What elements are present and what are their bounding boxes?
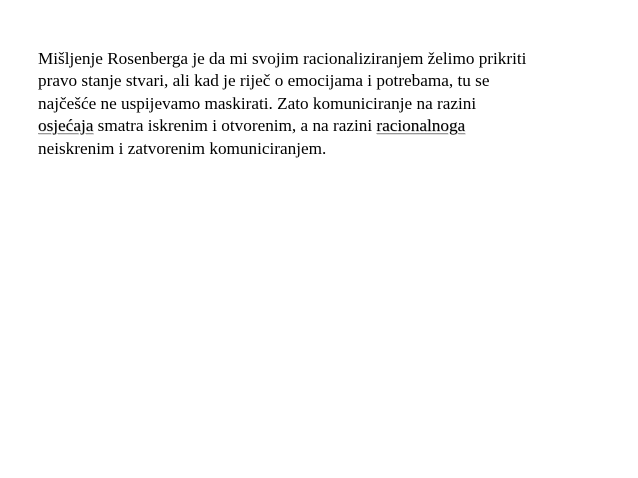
paragraph-line-2: pravo stanje stvari, ali kad je riječ o emocijama i potrebama, tu se <box>38 71 490 91</box>
body-paragraph <box>38 48 608 160</box>
paragraph-line-1: Mišljenje Rosenberga je da mi svojim racionaliziranjem želimo prikriti <box>38 49 527 68</box>
paragraph-line-3: najčešće ne uspijevamo maskirati. Zato komuniciranje na razini <box>38 93 477 113</box>
paragraph-line-5: neiskrenim i zatvorenim komuniciranjem. <box>38 138 327 158</box>
highlighted-word-osjecaja: osjećaja <box>38 116 94 136</box>
paragraph-line-4-middle: smatra iskrenim i otvorenim, a na razini <box>93 116 377 136</box>
highlighted-word-racionalnoga: racionalnoga <box>376 116 466 136</box>
paragraph-line-4 <box>38 115 608 137</box>
